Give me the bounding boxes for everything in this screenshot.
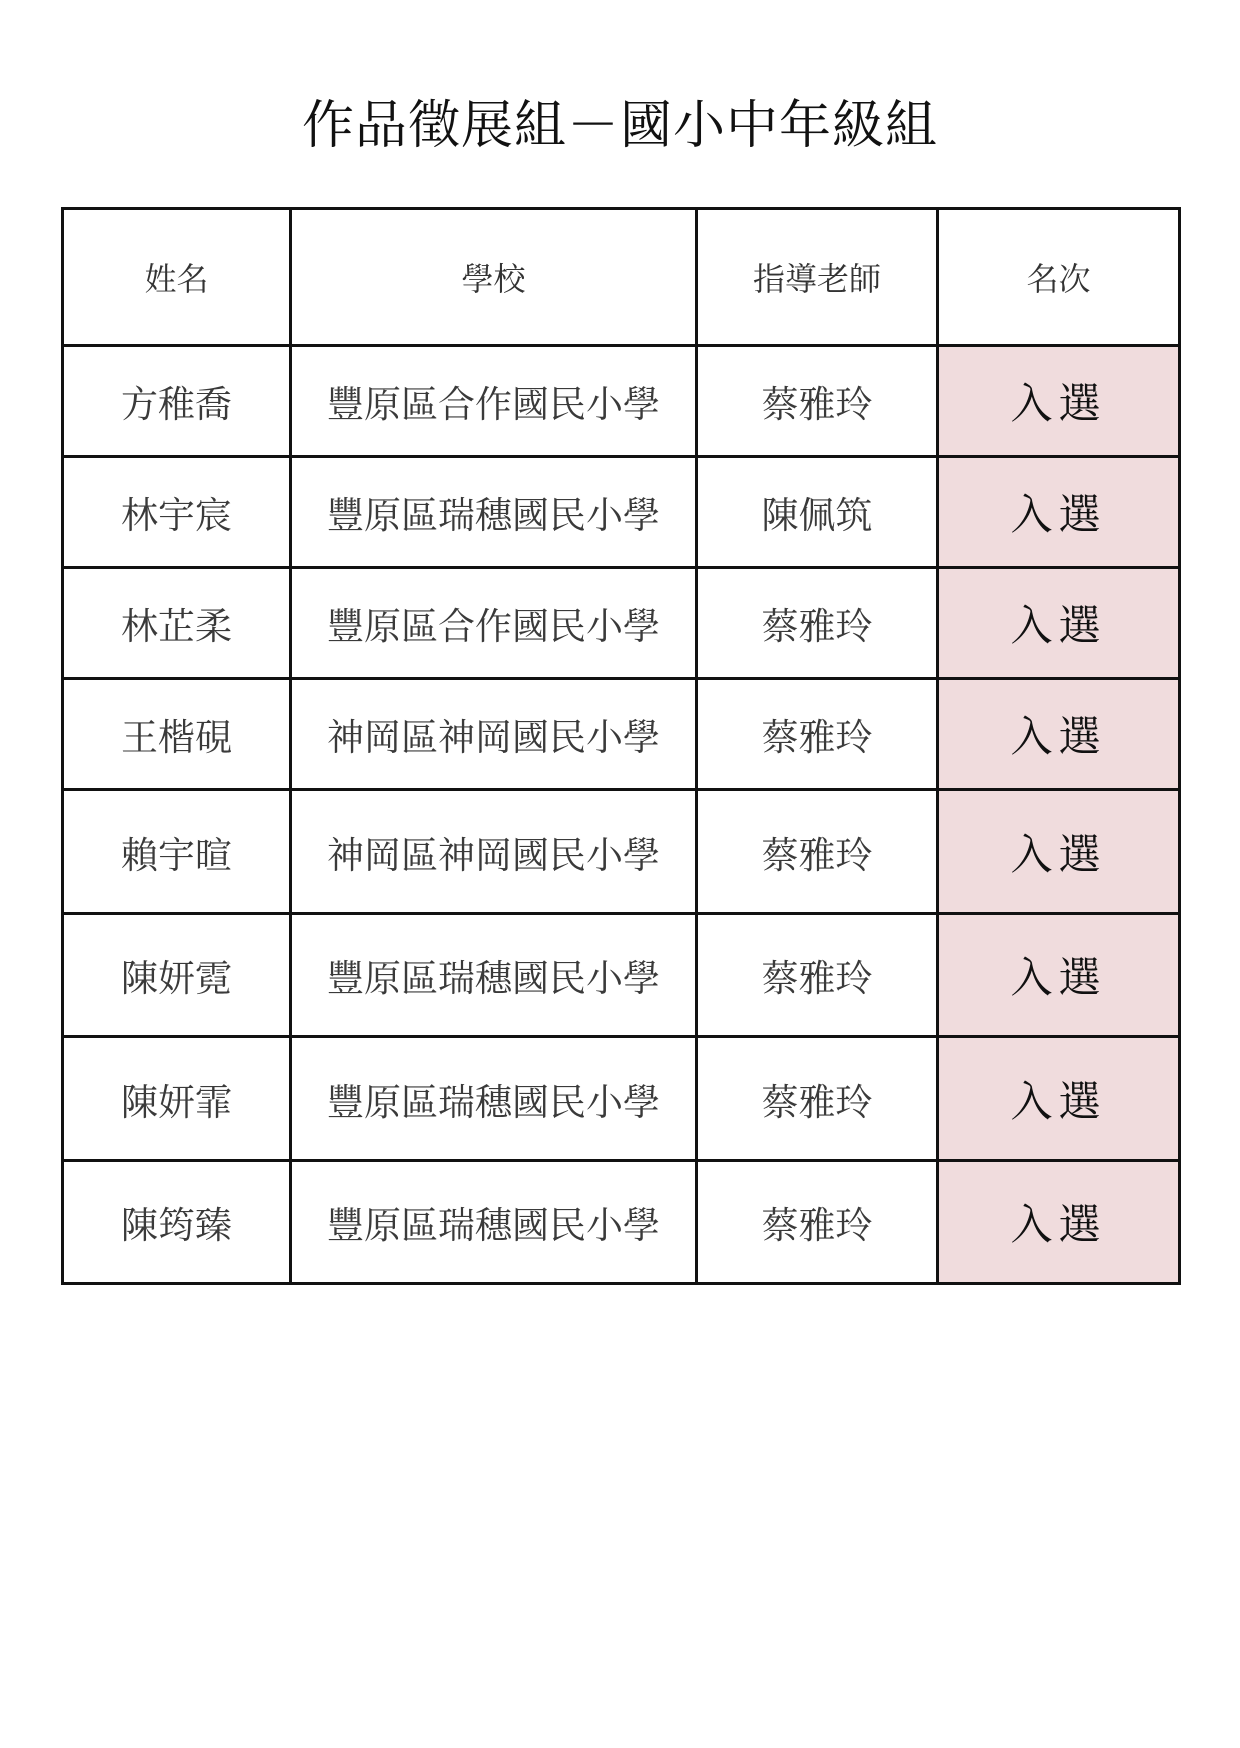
table-row bbox=[63, 1037, 1180, 1161]
header-teacher: 指導老師 bbox=[697, 209, 938, 346]
rank-cell: 入選 bbox=[938, 679, 1180, 790]
rank-cell: 入選 bbox=[938, 914, 1180, 1037]
teacher-name: 蔡雅玲 bbox=[697, 679, 938, 790]
table-row bbox=[63, 346, 1180, 457]
student-name: 王楷硯 bbox=[63, 679, 291, 790]
rank-cell: 入選 bbox=[938, 346, 1180, 457]
page-title: 作品徵展組－國小中年級組 bbox=[301, 96, 938, 156]
header-name: 姓名 bbox=[63, 209, 291, 346]
header-school: 學校 bbox=[291, 209, 697, 346]
rank-cell: 入選 bbox=[938, 1037, 1180, 1161]
student-name: 林宇宸 bbox=[63, 457, 291, 568]
school-name: 豐原區合作國民小學 bbox=[291, 568, 697, 679]
teacher-name: 蔡雅玲 bbox=[697, 568, 938, 679]
table-row bbox=[63, 790, 1180, 914]
school-name: 豐原區瑞穗國民小學 bbox=[291, 914, 697, 1037]
table-row bbox=[63, 914, 1180, 1037]
teacher-name: 蔡雅玲 bbox=[697, 1037, 938, 1161]
rank-cell: 入選 bbox=[938, 1161, 1180, 1284]
table-row bbox=[63, 1161, 1180, 1284]
table-header-row bbox=[63, 209, 1180, 346]
school-name: 豐原區瑞穗國民小學 bbox=[291, 457, 697, 568]
student-name: 陳妍霓 bbox=[63, 914, 291, 1037]
table-row bbox=[63, 679, 1180, 790]
school-name: 豐原區合作國民小學 bbox=[291, 346, 697, 457]
header-rank: 名次 bbox=[938, 209, 1180, 346]
rank-cell: 入選 bbox=[938, 568, 1180, 679]
school-name: 豐原區瑞穗國民小學 bbox=[291, 1037, 697, 1161]
school-name: 豐原區瑞穗國民小學 bbox=[291, 1161, 697, 1284]
rank-cell: 入選 bbox=[938, 457, 1180, 568]
student-name: 賴宇暄 bbox=[63, 790, 291, 914]
student-name: 林芷柔 bbox=[63, 568, 291, 679]
school-name: 神岡區神岡國民小學 bbox=[291, 790, 697, 914]
student-name: 陳筠臻 bbox=[63, 1161, 291, 1284]
teacher-name: 陳佩筑 bbox=[697, 457, 938, 568]
teacher-name: 蔡雅玲 bbox=[697, 1161, 938, 1284]
student-name: 方稚喬 bbox=[63, 346, 291, 457]
student-name: 陳妍霏 bbox=[63, 1037, 291, 1161]
table-row bbox=[63, 568, 1180, 679]
school-name: 神岡區神岡國民小學 bbox=[291, 679, 697, 790]
teacher-name: 蔡雅玲 bbox=[697, 790, 938, 914]
results-table bbox=[61, 207, 1181, 1285]
teacher-name: 蔡雅玲 bbox=[697, 346, 938, 457]
table-row bbox=[63, 457, 1180, 568]
rank-cell: 入選 bbox=[938, 790, 1180, 914]
teacher-name: 蔡雅玲 bbox=[697, 914, 938, 1037]
